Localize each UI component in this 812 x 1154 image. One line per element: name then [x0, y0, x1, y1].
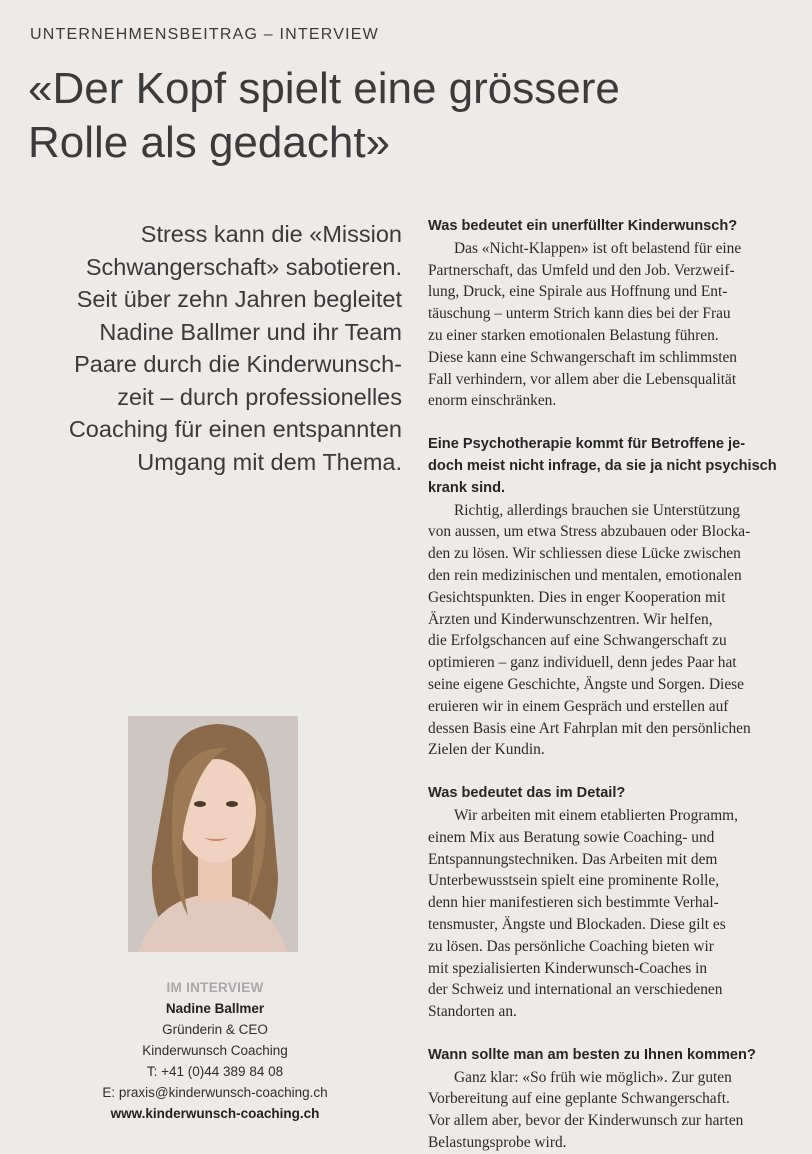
lead-line: Paare durch die Kinderwunsch-: [74, 351, 402, 377]
interview-question: [428, 783, 803, 805]
interview-answer: [428, 238, 803, 412]
article-kicker: UNTERNEHMENSBEITRAG – INTERVIEW: [30, 26, 379, 43]
interview-answer: [428, 805, 803, 1023]
answer-line: von aussen, um etwa Stress abzubauen oder Blocka-: [428, 523, 751, 541]
answer-line: lung, Druck, eine Spirale aus Hoffnung und Ent-: [428, 283, 728, 301]
headline-line: «Der Kopf spielt eine grössere: [28, 64, 620, 113]
answer-line: dessen Basis eine Art Fahrplan mit den persönlichen: [428, 719, 751, 737]
portrait-illustration: [128, 716, 298, 952]
answer-line: den rein medizinischen und mentalen, emotionalen: [428, 566, 742, 584]
answer-line: Gesichtspunkten. Dies in enger Kooperation mit: [428, 588, 726, 606]
answer-line: Standorten an.: [428, 1003, 517, 1021]
answer-line: zu lösen. Das persönliche Coaching bieten wir: [428, 937, 714, 955]
answer-line: Belastungsprobe wird.: [428, 1134, 567, 1152]
interview-label: IM INTERVIEW: [166, 980, 264, 995]
answer-line: eruieren wir in einem Gespräch und erstellen auf: [428, 697, 729, 715]
question-line: krank sind.: [428, 479, 506, 496]
answer-line: der Schweiz und international an verschiedenen: [428, 981, 723, 999]
answer-line: zu einer starken emotionalen Belastung führen.: [428, 326, 719, 344]
interviewee-info: [70, 977, 360, 1124]
question-line: doch meist nicht infrage, da sie ja nicht psychisch: [428, 457, 777, 474]
interviewee-role: Gründerin & CEO: [162, 1022, 268, 1037]
article-headline: [28, 62, 788, 170]
question-line: Eine Psychotherapie kommt für Betroffene je-: [428, 436, 746, 453]
interviewee-company: Kinderwunsch Coaching: [142, 1043, 288, 1058]
answer-line: Unterbewusstsein spielt eine prominente Rolle,: [428, 872, 720, 890]
interviewee-email: E: praxis@kinderwunsch-coaching.ch: [102, 1085, 328, 1100]
question-line: Wann sollte man am besten zu Ihnen kommen?: [428, 1046, 756, 1063]
lead-line: Umgang mit dem Thema.: [137, 448, 402, 475]
answer-line: Entspannungstechniken. Das Arbeiten mit dem: [428, 850, 718, 868]
question-line: Was bedeutet ein unerfüllter Kinderwunsch?: [428, 218, 738, 234]
answer-line: Ärzten und Kinderwunschzentren. Wir helfen,: [428, 610, 713, 628]
answer-line: denn hier manifestieren sich bestimmte Verhal-: [428, 894, 719, 912]
answer-line: Fall verhindern, vor allem aber die Lebensqualität: [428, 370, 737, 388]
interview-answer: [428, 500, 803, 762]
answer-line: optimieren – ganz individuell, denn jedes Paar hat: [428, 654, 737, 672]
interview-column: [428, 216, 803, 1154]
answer-line: Wir arbeiten mit einem etablierten Programm,: [454, 806, 739, 824]
lead-line: Stress kann die «Mission: [140, 221, 402, 247]
answer-line: seine eigene Geschichte, Ängste und Sorgen. Diese: [428, 675, 744, 693]
answer-line: Vorbereitung auf eine geplante Schwangerschaft.: [428, 1090, 730, 1108]
headline-line: Rolle als gedacht»: [28, 118, 391, 167]
answer-line: täuschung – unterm Strich kann dies bei der Frau: [428, 305, 731, 323]
answer-line: Zielen der Kundin.: [428, 741, 545, 759]
interviewee-phone: T: +41 (0)44 389 84 08: [146, 1064, 284, 1079]
interview-question: [428, 216, 803, 238]
lead-line: Schwangerschaft» sabotieren.: [85, 253, 402, 280]
lead-line: Seit über zehn Jahren begleitet: [76, 286, 402, 312]
answer-line: Vor allem aber, bevor der Kinderwunsch zur harten: [428, 1112, 744, 1130]
interviewee-website: www.kinderwunsch-coaching.ch: [110, 1106, 320, 1121]
lead-line: zeit – durch professionelles: [117, 383, 402, 410]
answer-line: enorm einschränken.: [428, 392, 557, 410]
answer-line: Diese kann eine Schwangerschaft im schlimmsten: [428, 348, 738, 366]
lead-line: Coaching für einen entspannten: [68, 416, 402, 442]
lead-line: Nadine Ballmer und ihr Team: [99, 318, 402, 345]
answer-line: tensmuster, Ängste und Blockaden. Diese gilt es: [428, 915, 726, 933]
answer-line: Richtig, allerdings brauchen sie Unterstützung: [454, 501, 740, 519]
interview-question: [428, 1045, 803, 1067]
answer-line: die Erfolgschancen auf eine Schwangerschaft zu: [428, 632, 727, 650]
question-line: Was bedeutet das im Detail?: [428, 785, 626, 802]
answer-line: einem Mix aus Beratung sowie Coaching- und: [428, 828, 715, 846]
answer-line: Partnerschaft, das Umfeld und den Job. Verzweif-: [428, 261, 735, 279]
portrait-photo: [128, 716, 298, 952]
answer-line: den zu lösen. Wir schliessen diese Lücke zwischen: [428, 545, 741, 563]
answer-line: Das «Nicht-Klappen» ist oft belastend für eine: [454, 239, 742, 257]
article-lead: [30, 218, 402, 478]
interviewee-name: Nadine Ballmer: [165, 1001, 265, 1016]
answer-line: mit spezialisierten Kinderwunsch-Coaches in: [428, 959, 708, 977]
interview-answer: [428, 1067, 803, 1154]
interview-question: [428, 434, 803, 499]
answer-line: Ganz klar: «So früh wie möglich». Zur guten: [454, 1068, 732, 1086]
